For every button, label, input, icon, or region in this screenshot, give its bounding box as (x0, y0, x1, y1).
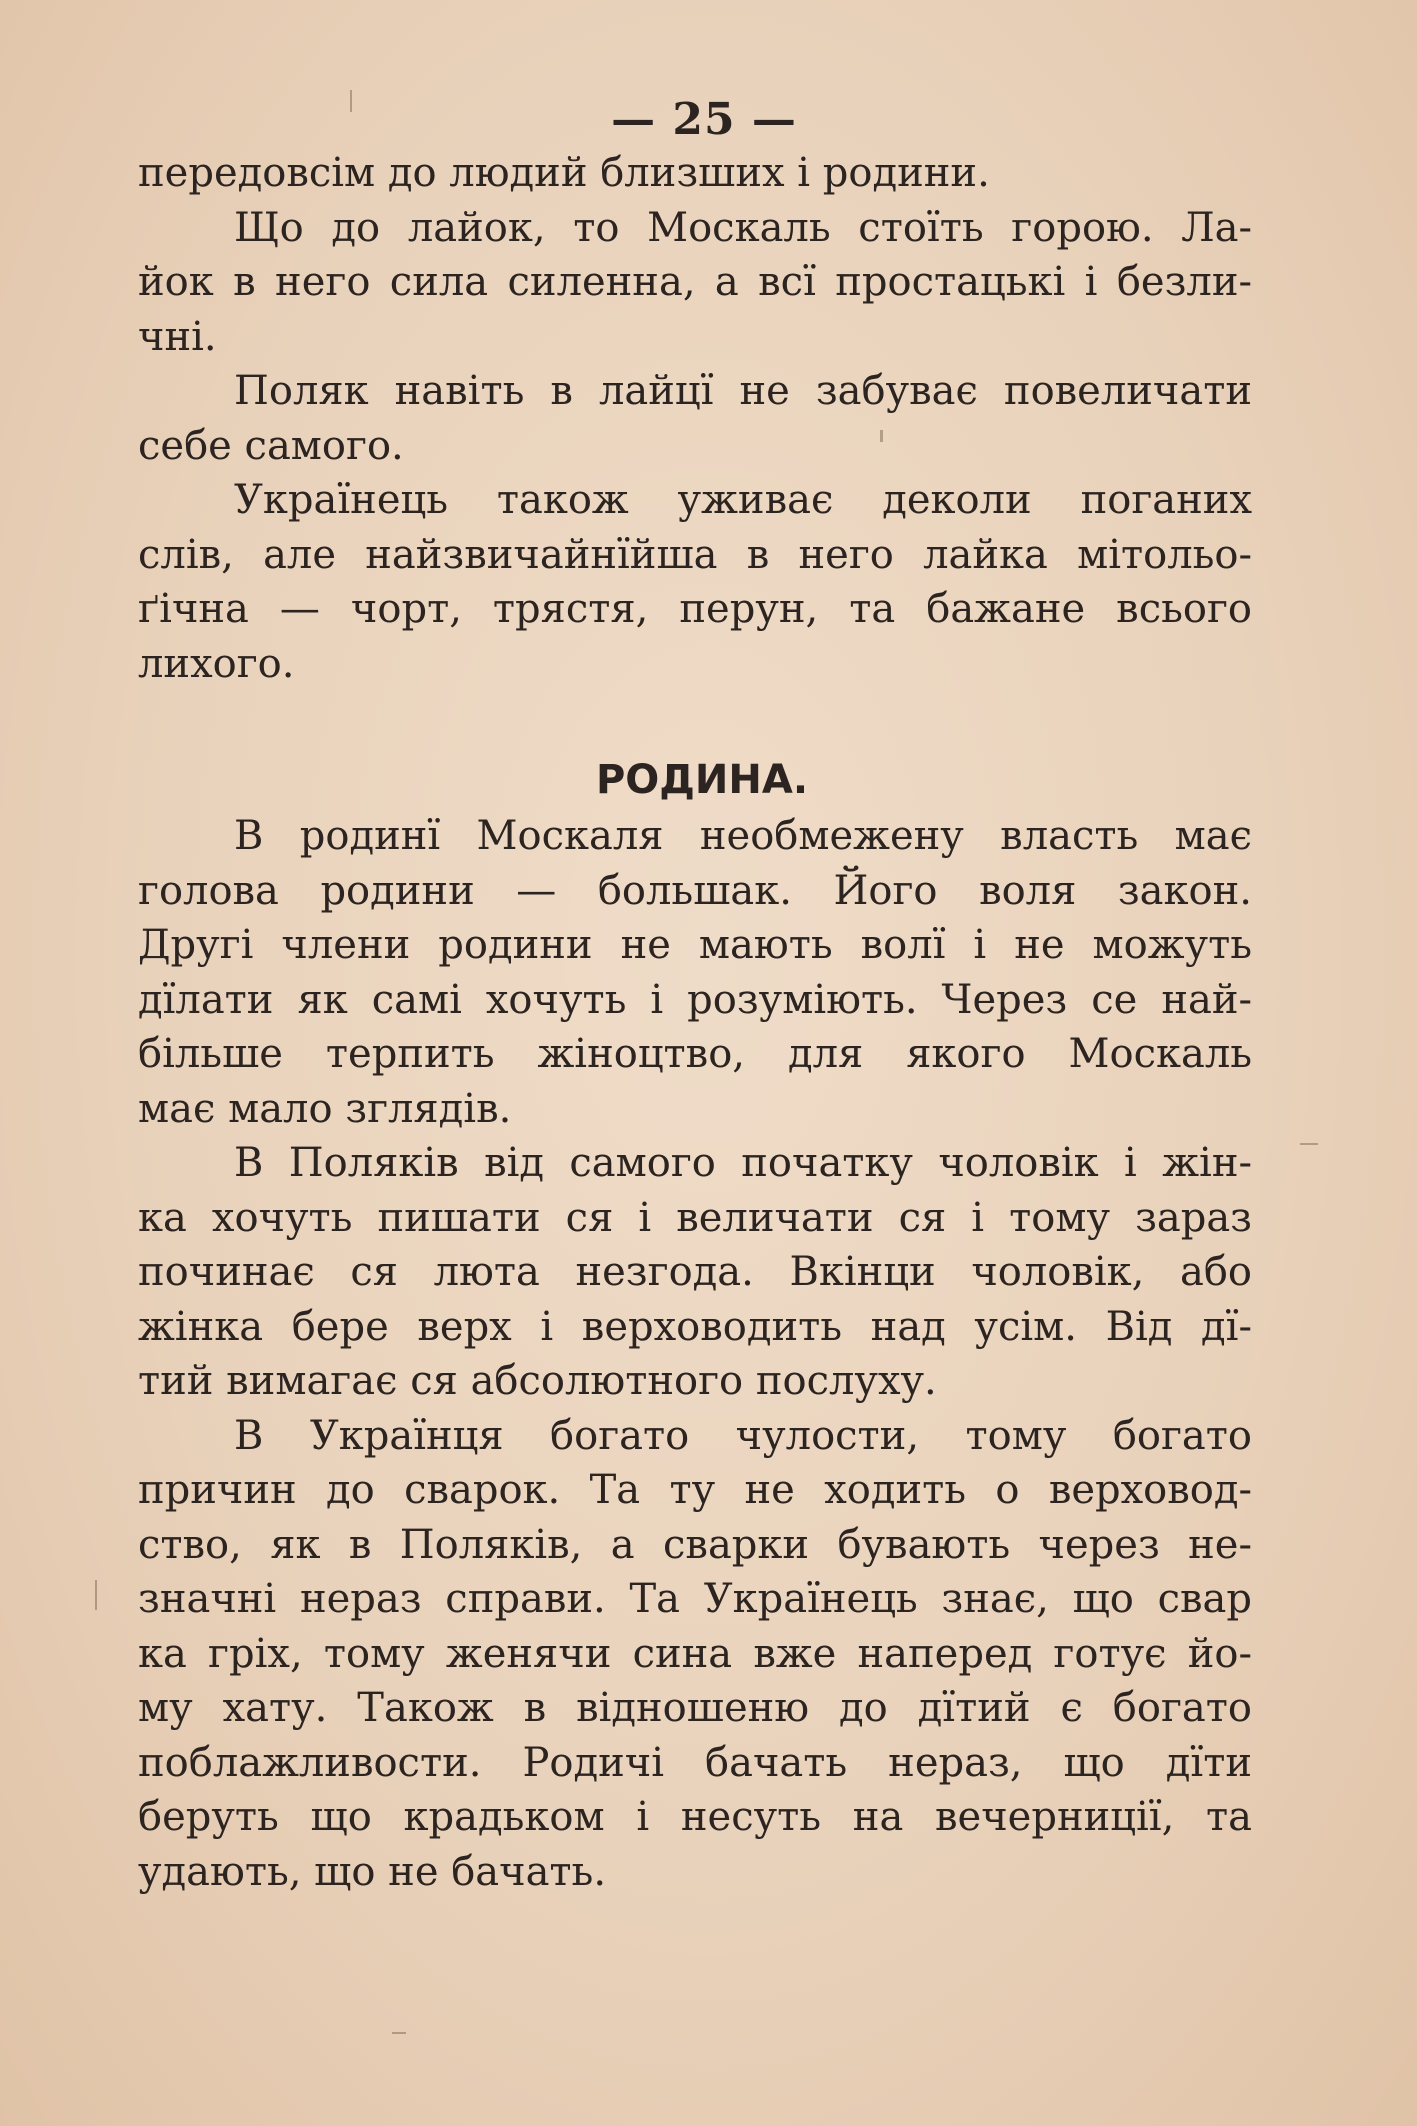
text-line: Що до лайок, то Москаль стоїть горою. Ла- (234, 204, 1252, 251)
text-line: причин до сварок. Та ту не ходить о верховод- (138, 1467, 1252, 1513)
text-line: В Поляків від самого початку чоловік і жін- (234, 1140, 1252, 1186)
text-line: Українець також уживає деколи поганих (234, 477, 1252, 523)
text-line: слів, але найзвичайнїйша в него лайка мітольо- (138, 531, 1252, 578)
text-line: лихого. (138, 640, 295, 687)
text-line: Поляк навіть в лайцї не забуває повеличати (234, 368, 1252, 414)
paragraph (138, 473, 1252, 691)
text-line: голова родини — большак. Його воля закон. (138, 867, 1252, 914)
text-line: ка хочуть пишати ся і величати ся і тому зараз (138, 1194, 1252, 1241)
text-line: дїлати як самі хочуть і розуміють. Через се най- (138, 976, 1252, 1023)
text-line: значні нераз справи. Та Українець знає, що свар (138, 1576, 1252, 1622)
page-content (138, 92, 1252, 1899)
text-line: себе самого. (138, 422, 404, 469)
text-line: В Українця богато чулости, тому богато (234, 1412, 1252, 1459)
text-line: має мало зглядів. (138, 1085, 512, 1132)
text-line: удають, що не бачать. (138, 1848, 607, 1895)
text-line: йок в него сила силенна, а всї простацькі і безли- (138, 259, 1252, 305)
paper-speck (95, 1580, 97, 1610)
text-line: більше терпить жіноцтво, для якого Москаль (138, 1031, 1252, 1077)
text-line: тий вимагає ся абсолютного послуху. (138, 1358, 937, 1404)
text-line: жінка бере верх і верховодить над усім. Від дї- (138, 1303, 1252, 1350)
text-line: починає ся люта незгода. Вкінци чоловік, або (138, 1249, 1252, 1295)
paragraph (138, 201, 1252, 365)
body-text-top (138, 146, 1252, 691)
paragraph (138, 809, 1252, 1136)
paragraph (138, 364, 1252, 473)
text-line: беруть що крадьком і несуть на вечерниції, та (138, 1794, 1252, 1840)
text-line: чні. (138, 313, 217, 360)
section-title: РОДИНА. (595, 757, 809, 803)
text-line: му хату. Також в відношеню до дїтий є богато (138, 1685, 1252, 1731)
paper-speck (1300, 1143, 1318, 1145)
paragraph (138, 1136, 1252, 1409)
text-line: поблажливости. Родичі бачать нераз, що дїти (138, 1739, 1252, 1786)
paragraph (138, 146, 1252, 201)
text-line: передовсім до людий близших і родини. (138, 150, 990, 196)
paragraph (138, 1409, 1252, 1900)
text-line: ґічна — чорт, трястя, перун, та бажане всього (138, 586, 1252, 632)
text-line: ка гріх, тому женячи сина вже наперед готує йо- (138, 1630, 1252, 1677)
paper-speck (392, 2032, 406, 2034)
text-line: ство, як в Поляків, а сварки бувають через не- (138, 1521, 1252, 1568)
text-line: В родинї Москаля необмежену власть має (234, 813, 1252, 859)
text-line: Другі члени родини не мають волї і не можуть (138, 922, 1252, 968)
body-text-section (138, 809, 1252, 1899)
page-number: — 25 — (611, 94, 797, 145)
